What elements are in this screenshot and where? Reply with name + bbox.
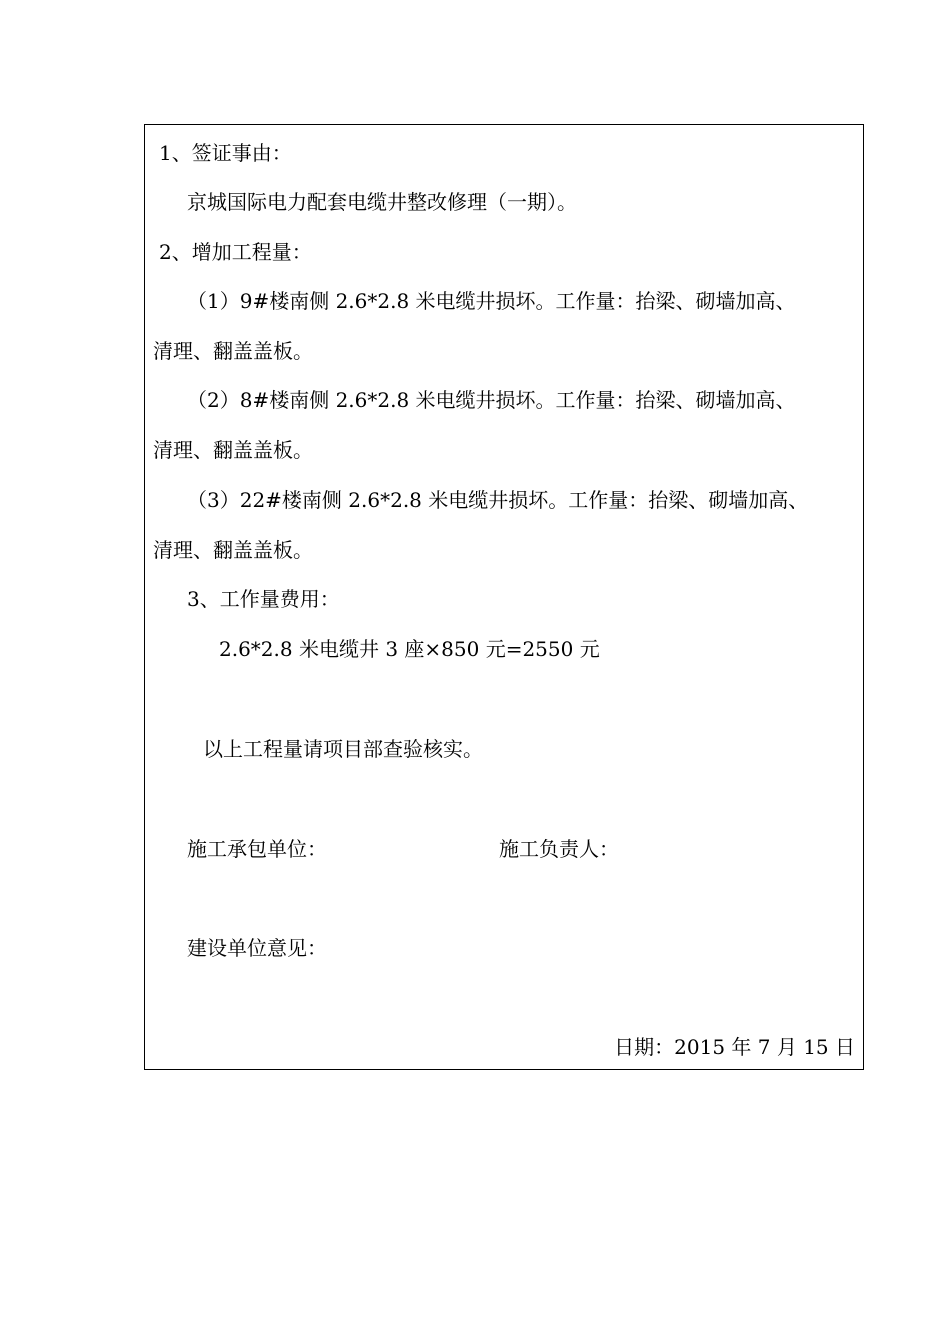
section1-heading: 1、签证事由： [159,141,292,165]
item2-line2: 清理、翻盖盖板。 [153,438,313,462]
date-line: 日期：2015 年 7 月 15 日 [614,1035,855,1059]
item3-line2: 清理、翻盖盖板。 [153,538,313,562]
section1-content: 京城国际电力配套电缆井整改修理（一期）。 [187,190,577,214]
visa-form-box [144,124,864,1070]
contractor-label: 施工承包单位： [187,837,327,861]
item3-line1: （3）22#楼南侧 2.6*2.8 米电缆井损坏。工作量：抬梁、砌墙加高、 [187,488,809,512]
section3-heading: 3、工作量费用： [187,587,340,611]
owner-opinion-label: 建设单位意见： [187,936,327,960]
responsible-label: 施工负责人： [499,837,619,861]
item1-line2: 清理、翻盖盖板。 [153,339,313,363]
cost-calculation: 2.6*2.8 米电缆井 3 座×850 元=2550 元 [219,637,600,661]
section2-heading: 2、增加工程量： [159,240,312,264]
verify-note: 以上工程量请项目部查验核实。 [203,737,483,761]
item1-line1: （1）9#楼南侧 2.6*2.8 米电缆井损坏。工作量：抬梁、砌墙加高、 [187,289,796,313]
item2-line1: （2）8#楼南侧 2.6*2.8 米电缆井损坏。工作量：抬梁、砌墙加高、 [187,388,796,412]
